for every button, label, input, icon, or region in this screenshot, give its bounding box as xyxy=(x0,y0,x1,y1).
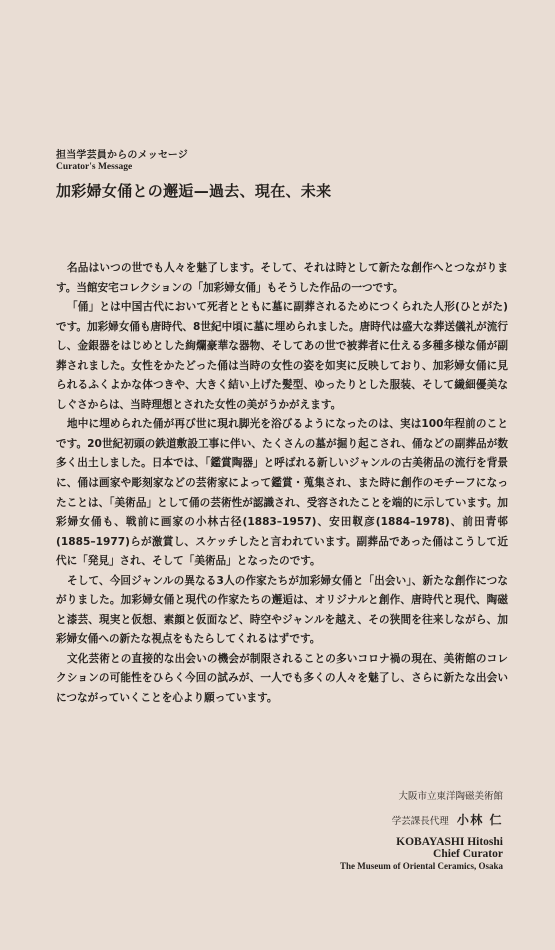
signature-role-line xyxy=(340,812,503,830)
signature-role-japanese: 学芸課長代理 xyxy=(391,816,449,827)
section-kicker-japanese: 担当学芸員からのメッセージ xyxy=(56,150,188,161)
signature-block xyxy=(340,791,503,872)
signature-name-japanese: 小林 仁 xyxy=(456,813,503,827)
message-header xyxy=(56,149,516,200)
body-paragraph-4: そして、今回ジャンルの異なる3人の作家たちが加彩婦女俑と「出会い」、新たな創作につながりました。加彩婦女俑と現代の作家たちの邂逅は、オリジナルと創作、唐時代と現代、陶磁と漆芸、現実と仮想、素顔と仮面など、時空やジャンルを越え、その狭間を往来しながら、加彩婦女俑への新たな視点をもたらしてくれるはずです。 xyxy=(56,574,508,646)
body-paragraph-3: 地中に埋められた俑が再び世に現れ脚光を浴びるようになったのは、実は100年程前のことです。20世紀初頭の鉄道敷設工事に伴い、たくさんの墓が掘り起こされ、俑などの副葬品が数多く出土しました。日本では、「鑑賞陶器」と呼ばれる新しいジャンルの古美術品の流行を背景に、俑は画家や彫刻家などの芸術家によって鑑賞・蒐集され、また時に創作のモチーフになったことは、「美術品」として俑の芸術性が認識され、受容されたことを端的に示しています。加彩婦女俑も、戦前に画家の小林古径(1883–1957)、安田靫彦(1884–1978)、前田青邨(1885–1977)らが激賞し、スケッチしたと言われています。副葬品であった俑はこうして近代に「発見」され、そして「美術品」となったのです。 xyxy=(56,418,508,568)
signature-organization-english: The Museum of Oriental Ceramics, Osaka xyxy=(340,861,503,871)
signature-organization-japanese: 大阪市立東洋陶磁美術館 xyxy=(398,791,503,802)
body-paragraph-1: 名品はいつの世でも人々を魅了します。そして、それは時として新たな創作へとつながります。当館安宅コレクションの「加彩婦女俑」もそうした作品の一つです。 xyxy=(56,262,508,294)
message-body xyxy=(56,259,508,709)
signature-name-english: KOBAYASHI Hitoshi xyxy=(396,836,503,848)
body-paragraph-2: 「俑」とは中国古代において死者とともに墓に副葬されるためにつくられた人形(ひとがた)です。加彩婦女俑も唐時代、8世紀中頃に墓に埋められました。唐時代は盛大な葬送儀礼が流行し、金銀器をはじめとした絢爛豪華な器物、そしてあの世で被葬者に仕える多種多様な俑が副葬されました。女性をかたどった俑は当時の女性の姿を如実に反映しており、加彩婦女俑に見られるふくよかな体つきや、大きく結い上げた髪型、ゆったりとした服装、そして繊細優美なしぐさからは、当時理想とされた女性の美がうかがえます。 xyxy=(56,301,508,411)
signature-title-english: Chief Curator xyxy=(433,848,503,860)
section-kicker-english: Curator's Message xyxy=(56,162,133,172)
page-title: 加彩婦女俑との邂逅—過去、現在、未来 xyxy=(56,182,332,200)
body-paragraph-5: 文化芸術との直接的な出会いの機会が制限されることの多いコロナ禍の現在、美術館のコレクションの可能性をひらく今回の試みが、一人でも多くの人々を魅了し、さらに新たな出会いにつながっていくことを心より願っています。 xyxy=(56,652,508,705)
